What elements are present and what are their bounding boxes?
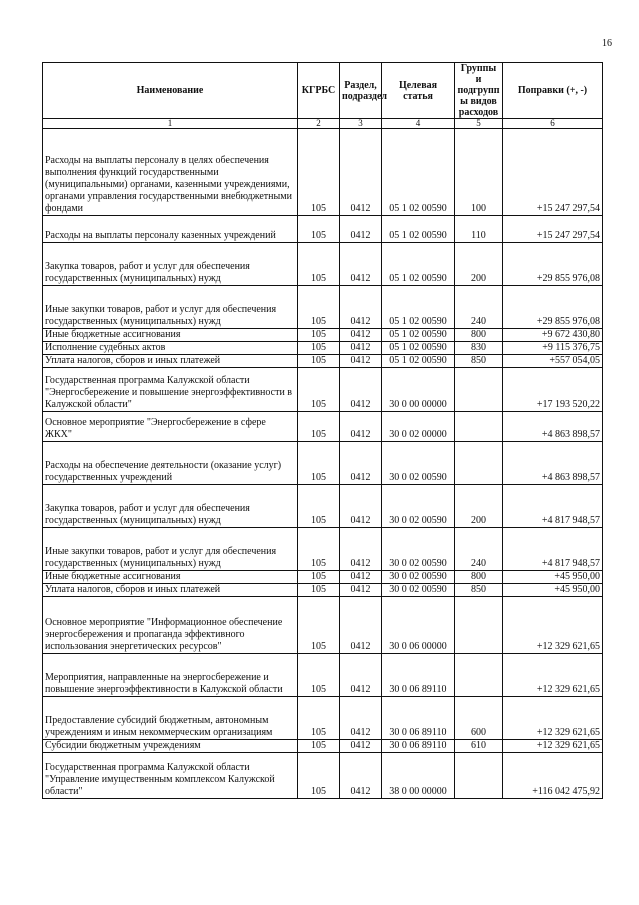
table-row [43, 329, 603, 342]
row-kgrbs: 105 [298, 129, 340, 216]
table-row [43, 442, 603, 485]
row-target: 30 0 02 00590 [382, 584, 455, 597]
column-number: 4 [382, 119, 455, 129]
row-name: Мероприятия, направленные на энергосбережение и повышение энергоэффективности в Калужской области [43, 654, 298, 697]
row-name: Расходы на выплаты персоналу в целях обеспечения выполнения функций государственными (муниципальными) органами, казенными учреждениями, органами управления государственными внебюджетными фондами [43, 129, 298, 216]
row-section: 0412 [340, 697, 382, 740]
row-group [455, 412, 503, 442]
table-row [43, 753, 603, 799]
table-row [43, 485, 603, 528]
row-amount: +9 672 430,80 [503, 329, 603, 342]
row-kgrbs: 105 [298, 286, 340, 329]
row-kgrbs: 105 [298, 216, 340, 243]
table-row [43, 740, 603, 753]
row-amount: +116 042 475,92 [503, 753, 603, 799]
row-section: 0412 [340, 286, 382, 329]
row-section: 0412 [340, 216, 382, 243]
row-kgrbs: 105 [298, 528, 340, 571]
row-kgrbs: 105 [298, 442, 340, 485]
row-amount: +15 247 297,54 [503, 216, 603, 243]
row-target: 30 0 06 89110 [382, 697, 455, 740]
table-header-row [43, 63, 603, 119]
row-amount: +12 329 621,65 [503, 697, 603, 740]
row-group: 600 [455, 697, 503, 740]
column-number: 2 [298, 119, 340, 129]
row-section: 0412 [340, 412, 382, 442]
row-group [455, 753, 503, 799]
row-amount: +45 950,00 [503, 584, 603, 597]
row-target: 30 0 06 89110 [382, 654, 455, 697]
row-amount: +4 817 948,57 [503, 528, 603, 571]
row-section: 0412 [340, 485, 382, 528]
row-group: 200 [455, 485, 503, 528]
row-target: 30 0 02 00590 [382, 442, 455, 485]
row-kgrbs: 105 [298, 355, 340, 368]
row-section: 0412 [340, 528, 382, 571]
row-section: 0412 [340, 329, 382, 342]
header-name: Наименование [43, 63, 298, 119]
row-amount: +15 247 297,54 [503, 129, 603, 216]
column-number: 3 [340, 119, 382, 129]
row-target: 05 1 02 00590 [382, 243, 455, 286]
row-kgrbs: 105 [298, 584, 340, 597]
row-group [455, 597, 503, 654]
header-section: Раздел, подраздел [340, 63, 382, 119]
row-target: 38 0 00 00000 [382, 753, 455, 799]
row-section: 0412 [340, 243, 382, 286]
row-name: Уплата налогов, сборов и иных платежей [43, 584, 298, 597]
row-group [455, 368, 503, 412]
row-name: Иные бюджетные ассигнования [43, 329, 298, 342]
table-row [43, 355, 603, 368]
row-target: 05 1 02 00590 [382, 342, 455, 355]
row-group: 100 [455, 129, 503, 216]
row-amount: +4 863 898,57 [503, 442, 603, 485]
row-name: Уплата налогов, сборов и иных платежей [43, 355, 298, 368]
row-target: 30 0 00 00000 [382, 368, 455, 412]
row-name: Государственная программа Калужской области "Управление имущественным комплексом Калужской области" [43, 753, 298, 799]
row-amount: +4 817 948,57 [503, 485, 603, 528]
table-row [43, 597, 603, 654]
header-groups: Группы и подгрупп ы видов расходов [455, 63, 503, 119]
row-kgrbs: 105 [298, 243, 340, 286]
table-row [43, 571, 603, 584]
row-group: 850 [455, 355, 503, 368]
row-name: Расходы на обеспечение деятельности (оказание услуг) государственных учреждений [43, 442, 298, 485]
row-kgrbs: 105 [298, 368, 340, 412]
table-row [43, 286, 603, 329]
row-name: Иные бюджетные ассигнования [43, 571, 298, 584]
row-group: 800 [455, 329, 503, 342]
row-section: 0412 [340, 355, 382, 368]
row-target: 05 1 02 00590 [382, 329, 455, 342]
row-target: 30 0 02 00590 [382, 528, 455, 571]
table-row [43, 528, 603, 571]
row-name: Основное мероприятие "Информационное обеспечение энергосбережения и пропаганда эффективного использования энергетических ресурсов" [43, 597, 298, 654]
row-section: 0412 [340, 129, 382, 216]
row-group: 610 [455, 740, 503, 753]
row-kgrbs: 105 [298, 329, 340, 342]
row-group [455, 654, 503, 697]
row-amount: +45 950,00 [503, 571, 603, 584]
row-name: Субсидии бюджетным учреждениям [43, 740, 298, 753]
row-name: Иные закупки товаров, работ и услуг для обеспечения государственных (муниципальных) нужд [43, 286, 298, 329]
row-amount: +17 193 520,22 [503, 368, 603, 412]
row-group: 850 [455, 584, 503, 597]
row-name: Основное мероприятие "Энергосбережение в сфере ЖКХ" [43, 412, 298, 442]
column-number-row [43, 119, 603, 129]
page-number: 16 [602, 38, 612, 49]
row-name: Иные закупки товаров, работ и услуг для обеспечения государственных (муниципальных) нужд [43, 528, 298, 571]
column-number: 5 [455, 119, 503, 129]
row-kgrbs: 105 [298, 697, 340, 740]
row-section: 0412 [340, 753, 382, 799]
column-number: 1 [43, 119, 298, 129]
row-section: 0412 [340, 740, 382, 753]
row-section: 0412 [340, 571, 382, 584]
row-target: 05 1 02 00590 [382, 286, 455, 329]
row-amount: +557 054,05 [503, 355, 603, 368]
row-section: 0412 [340, 368, 382, 412]
table-row [43, 129, 603, 216]
header-target: Целевая статья [382, 63, 455, 119]
row-name: Расходы на выплаты персоналу казенных учреждений [43, 216, 298, 243]
header-kgrbs: КГРБС [298, 63, 340, 119]
row-kgrbs: 105 [298, 571, 340, 584]
row-kgrbs: 105 [298, 485, 340, 528]
header-amendments: Поправки (+, -) [503, 63, 603, 119]
row-target: 30 0 02 00590 [382, 485, 455, 528]
row-target: 30 0 06 00000 [382, 597, 455, 654]
row-section: 0412 [340, 442, 382, 485]
row-target: 05 1 02 00590 [382, 216, 455, 243]
row-section: 0412 [340, 654, 382, 697]
row-kgrbs: 105 [298, 412, 340, 442]
row-group: 110 [455, 216, 503, 243]
budget-amendments-table [42, 62, 603, 799]
row-amount: +12 329 621,65 [503, 654, 603, 697]
row-group: 830 [455, 342, 503, 355]
row-kgrbs: 105 [298, 753, 340, 799]
row-group: 800 [455, 571, 503, 584]
row-amount: +29 855 976,08 [503, 243, 603, 286]
row-group: 240 [455, 528, 503, 571]
row-kgrbs: 105 [298, 342, 340, 355]
table-row [43, 654, 603, 697]
row-group: 240 [455, 286, 503, 329]
row-section: 0412 [340, 342, 382, 355]
row-name: Закупка товаров, работ и услуг для обеспечения государственных (муниципальных) нужд [43, 243, 298, 286]
row-group: 200 [455, 243, 503, 286]
row-section: 0412 [340, 584, 382, 597]
row-group [455, 442, 503, 485]
row-target: 30 0 06 89110 [382, 740, 455, 753]
table-row [43, 368, 603, 412]
row-kgrbs: 105 [298, 597, 340, 654]
row-target: 30 0 02 00590 [382, 571, 455, 584]
row-target: 30 0 02 00000 [382, 412, 455, 442]
row-section: 0412 [340, 597, 382, 654]
row-amount: +4 863 898,57 [503, 412, 603, 442]
row-name: Закупка товаров, работ и услуг для обеспечения государственных (муниципальных) нужд [43, 485, 298, 528]
row-amount: +29 855 976,08 [503, 286, 603, 329]
table-row [43, 412, 603, 442]
table-row [43, 342, 603, 355]
row-target: 05 1 02 00590 [382, 129, 455, 216]
table-row [43, 243, 603, 286]
table-row [43, 216, 603, 243]
column-number: 6 [503, 119, 603, 129]
row-target: 05 1 02 00590 [382, 355, 455, 368]
row-kgrbs: 105 [298, 654, 340, 697]
row-name: Государственная программа Калужской области "Энергосбережение и повышение энергоэффективности в Калужской области" [43, 368, 298, 412]
row-name: Исполнение судебных актов [43, 342, 298, 355]
row-kgrbs: 105 [298, 740, 340, 753]
row-amount: +9 115 376,75 [503, 342, 603, 355]
table-row [43, 584, 603, 597]
row-amount: +12 329 621,65 [503, 740, 603, 753]
row-name: Предоставление субсидий бюджетным, автономным учреждениям и иным некоммерческим организациям [43, 697, 298, 740]
row-amount: +12 329 621,65 [503, 597, 603, 654]
table-row [43, 697, 603, 740]
